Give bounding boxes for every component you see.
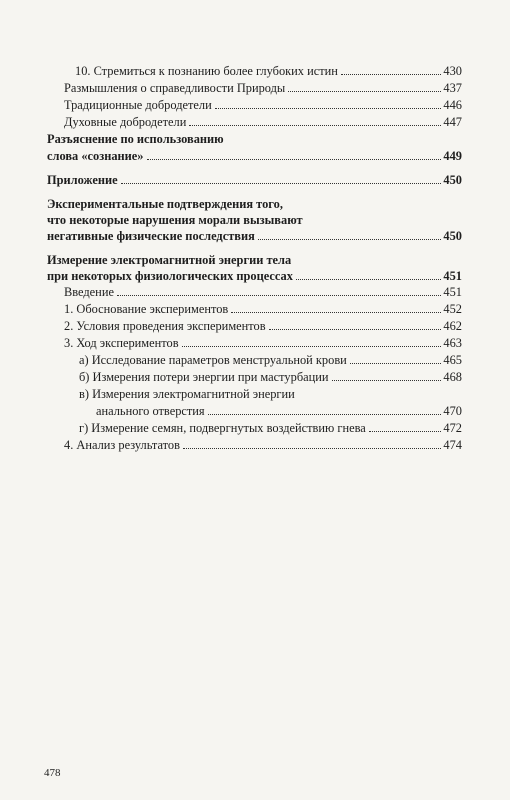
dot-leader [258, 239, 442, 240]
toc-heading: Измерение электромагнитной энергии тела [47, 253, 292, 267]
toc-entry-page: 451 [443, 269, 462, 283]
toc-entry-title: Размышления о справедливости Природы [64, 81, 286, 95]
toc-entry [79, 353, 462, 368]
toc-heading: что некоторые нарушения морали вызывают [47, 213, 303, 227]
dot-leader [215, 108, 442, 109]
toc-entry [79, 421, 462, 436]
toc-entry [47, 173, 462, 188]
dot-leader [231, 312, 441, 313]
toc-entry [64, 336, 462, 351]
toc-entry-page: 450 [443, 173, 462, 187]
toc-entry-page: 463 [443, 336, 462, 350]
toc-entry-page: 447 [443, 115, 462, 129]
dot-leader [350, 363, 442, 364]
toc-entry-title: негативные физические последствия [47, 229, 255, 243]
dot-leader [288, 91, 441, 92]
toc-entry [64, 81, 462, 96]
dot-leader [183, 448, 441, 449]
dot-leader [369, 431, 442, 432]
toc-entry [64, 115, 462, 130]
toc-heading: Разъяснение по использованию [47, 132, 224, 146]
page-number: 478 [44, 767, 61, 779]
toc-entry-page: 470 [443, 404, 462, 418]
toc-entry-title: 10. Стремиться к познанию более глубоких истин [75, 64, 338, 78]
toc-heading: Экспериментальные подтверждения того, [47, 197, 283, 211]
dot-leader [182, 346, 442, 347]
toc-entry-title: 1. Обоснование экспериментов [64, 302, 229, 316]
toc-entry-title: Введение [64, 285, 114, 299]
toc-entry [47, 229, 462, 244]
toc-entry-page: 468 [443, 370, 462, 384]
toc-entry-page: 437 [443, 81, 462, 95]
toc-entry [64, 302, 462, 317]
toc-entry-title: Традиционные добродетели [64, 98, 212, 112]
toc-entry-title: 3. Ход экспериментов [64, 336, 179, 350]
toc-entry-title: б) Измерения потери энергии при мастурбации [79, 370, 329, 384]
toc-entry-page: 446 [443, 98, 462, 112]
dot-leader [341, 74, 442, 75]
toc-entry-page: 450 [443, 229, 462, 243]
toc-entry-title: г) Измерение семян, подвергнутых воздействию гнева [79, 421, 366, 435]
toc-entry-title: 2. Условия проведения экспериментов [64, 319, 266, 333]
toc-entry-page: 430 [443, 64, 462, 78]
toc-entry-title: при некоторых физиологических процессах [47, 269, 293, 283]
toc-entry [47, 269, 462, 284]
toc-subheading: в) Измерения электромагнитной энергии [79, 387, 295, 401]
toc-entry [64, 285, 462, 300]
toc-entry-page: 465 [443, 353, 462, 367]
toc-entry-page: 474 [443, 438, 462, 452]
toc-entry-page: 462 [443, 319, 462, 333]
toc-entry-title: слова «сознание» [47, 149, 144, 163]
dot-leader [189, 125, 441, 126]
toc-entry [75, 64, 462, 79]
toc-entry-page: 452 [443, 302, 462, 316]
toc-entry-page: 449 [443, 149, 462, 163]
dot-leader [269, 329, 442, 330]
toc-entry-title: Приложение [47, 173, 118, 187]
toc-entry [64, 98, 462, 113]
toc-entry [64, 438, 462, 453]
dot-leader [147, 159, 442, 160]
toc-entry-page: 451 [443, 285, 462, 299]
toc-entry-title: а) Исследование параметров менструальной крови [79, 353, 347, 367]
toc-entry [64, 319, 462, 334]
toc-entry [47, 149, 462, 164]
toc-entry-page: 472 [443, 421, 462, 435]
dot-leader [121, 183, 442, 184]
dot-leader [208, 414, 442, 415]
toc-entry-title: Духовные добродетели [64, 115, 187, 129]
toc-entry-title: анального отверстия [96, 404, 205, 418]
dot-leader [117, 295, 441, 296]
dot-leader [296, 279, 441, 280]
toc-entry-title: 4. Анализ результатов [64, 438, 180, 452]
dot-leader [332, 380, 442, 381]
toc-entry [79, 370, 462, 385]
toc-entry [96, 404, 462, 419]
